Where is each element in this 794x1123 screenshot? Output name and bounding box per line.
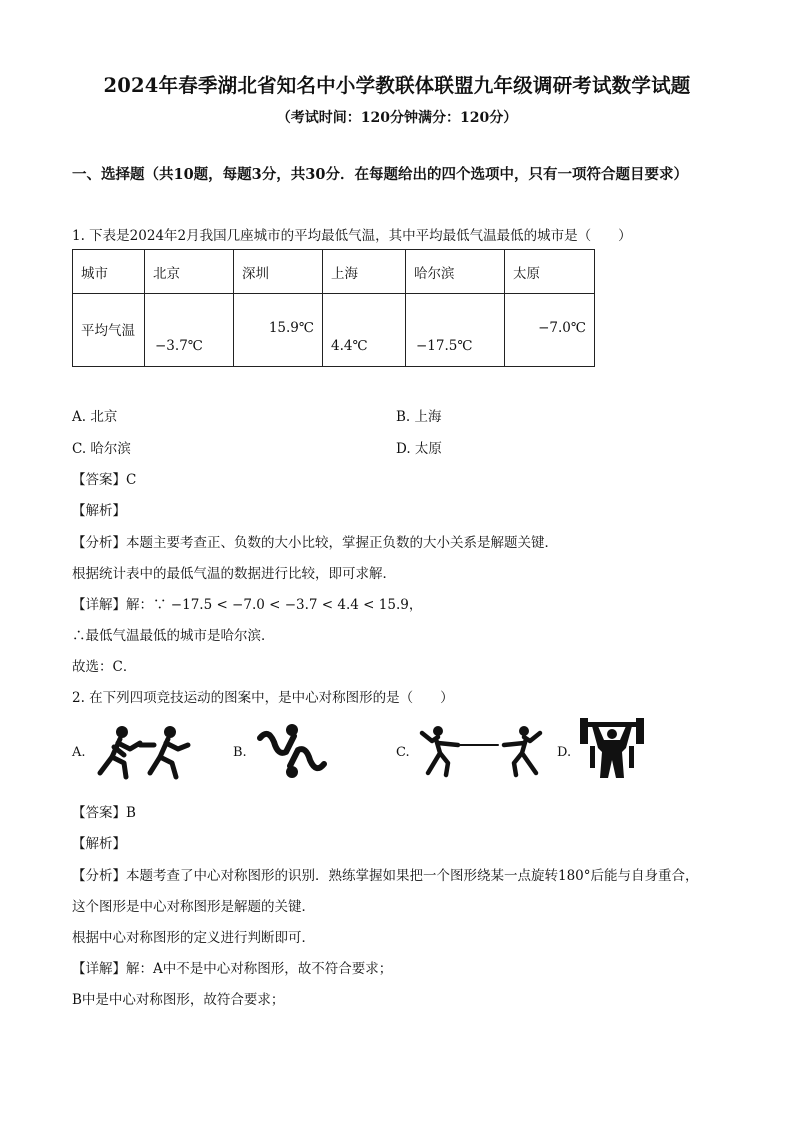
table-cell: 深圳 [234, 250, 323, 294]
option-b: B. 上海 [396, 409, 442, 425]
q2-analysis-tag: 【解析】 [72, 836, 126, 852]
table-cell [406, 294, 505, 367]
q2-line-4: 【详解】解：A中不是中心对称图形，故不符合要求； [72, 961, 393, 977]
value-shanghai: 4.4℃ [331, 338, 368, 354]
q1-line-1: 【分析】本题主要考查正、负数的大小比较，掌握正负数的大小关系是解题关键． [72, 535, 558, 551]
answer-tag: 【答案】 [72, 805, 126, 821]
temperature-table [72, 249, 595, 367]
value-taiyuan: −7.0℃ [538, 320, 586, 336]
option-a: A. 北京 [72, 409, 118, 425]
table-cell: 城市 [73, 250, 145, 294]
row-label-text: 平均气温 [81, 323, 135, 339]
tug-of-war-icon [94, 723, 192, 781]
q1-line-4: ∴最低气温最低的城市是哈尔滨． [72, 628, 275, 644]
q2-line-5: B中是中心对称图形，故符合要求； [72, 992, 285, 1008]
table-cell [145, 294, 234, 367]
q1-line-2: 根据统计表中的最低气温的数据进行比较，即可求解． [72, 566, 396, 582]
table-cell: 太原 [505, 250, 595, 294]
figure-label-c: C. [396, 745, 410, 760]
q1-line-5: 故选：C． [72, 659, 137, 675]
table-data-row [73, 294, 595, 367]
table-row-label [73, 294, 145, 367]
weightlifting-icon [578, 718, 646, 782]
q2-line-3: 根据中心对称图形的定义进行判断即可． [72, 930, 315, 946]
option-d: D. 太原 [396, 441, 442, 457]
answer-value: B [126, 805, 136, 821]
q1-stem: 1. 下表是2024年2月我国几座城市的平均最低气温，其中平均最低气温最低的城市是（ ） [72, 228, 632, 244]
answer-tag: 【答案】 [72, 472, 126, 488]
q2-line-1: 【分析】本题考查了中心对称图形的识别．熟练掌握如果把一个图形绕某一点旋转180°后能与自身重合， [72, 868, 699, 884]
fencing-icon [418, 723, 546, 779]
value-beijing: −3.7℃ [155, 338, 203, 354]
answer-value: C [126, 472, 137, 488]
q2-line-2: 这个图形是中心对称图形是解题的关键． [72, 899, 315, 915]
table-cell: 哈尔滨 [406, 250, 505, 294]
figure-label-b: B. [233, 745, 247, 760]
table-cell: 北京 [145, 250, 234, 294]
value-shenzhen: 15.9℃ [268, 320, 314, 336]
option-c: C. 哈尔滨 [72, 441, 131, 457]
figure-label-a: A. [72, 745, 86, 760]
table-cell [323, 294, 406, 367]
table-cell [505, 294, 595, 367]
table-header-row [73, 250, 595, 294]
q2-answer [72, 801, 136, 821]
q1-answer [72, 468, 136, 488]
exam-title: 2024年春季湖北省知名中小学教联体联盟九年级调研考试数学试题 [103, 74, 691, 97]
section-heading: 一、选择题（共10题，每题3分，共30分．在每题给出的四个选项中，只有一项符合题目要求） [72, 166, 688, 183]
exam-subtitle: （考试时间：120分钟满分：120分） [276, 110, 518, 126]
q1-analysis-tag: 【解析】 [72, 503, 126, 519]
q2-stem: 2. 在下列四项竞技运动的图案中，是中心对称图形的是（ ） [72, 690, 454, 706]
table-cell: 上海 [323, 250, 406, 294]
q1-line-3: 【详解】解：∵ −17.5 < −7.0 < −3.7 < 4.4 < 15.9， [72, 597, 423, 613]
table-cell [234, 294, 323, 367]
wrestling-icon [256, 722, 328, 780]
figure-label-d: D. [557, 745, 572, 760]
value-harbin: −17.5℃ [416, 338, 473, 354]
